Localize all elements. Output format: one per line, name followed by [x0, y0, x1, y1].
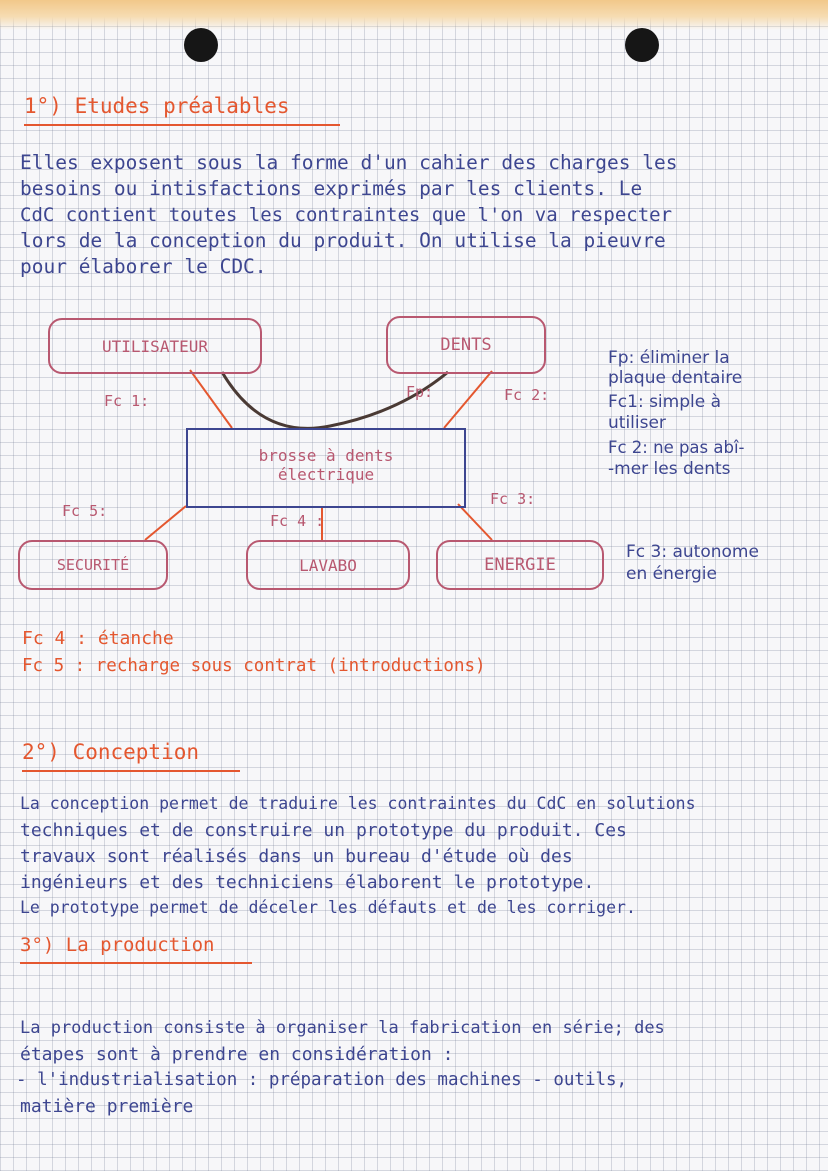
section3-line: - l'industrialisation : préparation des machines - outils, [16, 1070, 628, 1090]
node-lavabo: LAVABO [246, 540, 410, 590]
note-fc5: Fc 5 : recharge sous contrat (introductions) [22, 656, 486, 676]
label-fp: Fp: [406, 383, 434, 401]
section1-line: pour élaborer le CDC. [20, 255, 267, 278]
section3-line: matière première [20, 1096, 194, 1117]
note-fc1-1: Fc1: simple à [608, 392, 722, 412]
node-utilisateur: UTILISATEUR [48, 318, 262, 374]
note-fc1-2: utiliser [608, 413, 666, 433]
label-fc2: Fc 2: [504, 386, 550, 404]
section2-line: La conception permet de traduire les contraintes du CdC en solutions [20, 794, 696, 813]
note-fc3-2: en énergie [626, 564, 717, 584]
section3-title-underline [20, 962, 252, 964]
note-fc4: Fc 4 : étanche [22, 628, 174, 649]
center-line-1: brosse à dents [258, 446, 394, 465]
label-fc1: Fc 1: [104, 392, 150, 410]
section2-line: ingénieurs et des techniciens élaborent le prototype. [20, 872, 595, 893]
center-line-2: électrique [277, 465, 375, 484]
note-fc3-1: Fc 3: autonome [626, 542, 759, 562]
section2-line: Le prototype permet de déceler les défauts et de les corriger. [20, 898, 636, 917]
section1-line: besoins ou intisfactions exprimés par les clients. Le [20, 177, 643, 200]
section1-line: Elles exposent sous la forme d'un cahier des charges les [20, 151, 678, 174]
note-fc2-1: Fc 2: ne pas abî- [608, 438, 745, 457]
section3-line: La production consiste à organiser la fabrication en série; des [20, 1018, 665, 1038]
node-energie: ENERGIE [436, 540, 604, 590]
section2-line: techniques et de construire un prototype du produit. Ces [20, 820, 627, 841]
section3-title: 3°) La production [20, 934, 215, 956]
section1-line: lors de la conception du produit. On utilise la pieuvre [20, 229, 666, 252]
note-fc2-2: -mer les dents [608, 459, 731, 479]
section2-title: 2°) Conception [22, 740, 200, 764]
label-fc5: Fc 5: [62, 502, 108, 520]
section1-line: CdC contient toutes les contraintes que l'on va respecter [20, 204, 673, 226]
section2-line: travaux sont réalisés dans un bureau d'étude où des [20, 846, 573, 867]
note-fp-1: Fp: éliminer la [608, 348, 730, 368]
section1-title: 1°) Etudes préalables [24, 94, 290, 118]
node-dents: DENTS [386, 316, 546, 374]
label-fc3: Fc 3: [490, 490, 536, 508]
section3-line: étapes sont à prendre en considération : [20, 1044, 454, 1065]
section2-title-underline [22, 770, 240, 772]
label-fc4: Fc 4 : [270, 512, 325, 530]
note-fp-2: plaque dentaire [608, 368, 743, 388]
node-securite: SECURITÉ [18, 540, 168, 590]
center-product-box [186, 428, 466, 508]
